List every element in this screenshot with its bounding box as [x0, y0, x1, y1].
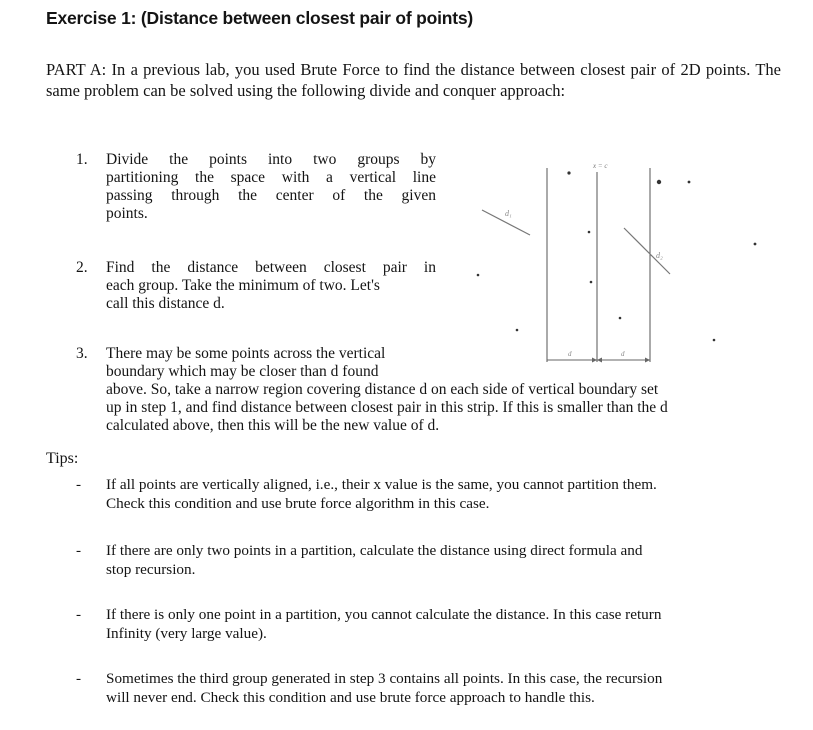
step-number: 2.: [76, 259, 88, 276]
step-number: 3.: [76, 345, 88, 362]
tip-line: stop recursion.: [106, 561, 196, 578]
step-line: There may be some points across the vertical: [106, 345, 386, 362]
point: [516, 329, 519, 332]
tips-label: Tips:: [46, 450, 79, 467]
closest-pair-diagram: [452, 150, 782, 370]
tip-line: Infinity (very large value).: [106, 625, 267, 642]
tip-line: If there is only one point in a partition, you cannot calculate the distance. In this case return: [106, 606, 662, 623]
tip-line: will never end. Check this condition and use brute force approach to handle this.: [106, 689, 595, 706]
arrow-head: [645, 358, 650, 363]
step-line: Divide the points into two groups by: [106, 151, 436, 168]
tip-dash: -: [76, 542, 82, 559]
point: [619, 317, 622, 320]
tip-dash: -: [76, 476, 82, 493]
right-strip-label: d: [621, 350, 625, 358]
left-strip-label: d: [568, 350, 572, 358]
tip-text: [106, 541, 786, 579]
tip-text: [106, 605, 786, 643]
step-line: above. So, take a narrow region covering distance d on each side of vertical boundary set: [106, 381, 659, 398]
tip-dash: -: [76, 670, 82, 687]
step-line: each group. Take the minimum of two. Let's: [106, 277, 380, 294]
point: [657, 180, 661, 184]
tip-text: [106, 475, 786, 513]
step-line: calculated above, then this will be the new value of d.: [106, 417, 440, 434]
tip-dash: -: [76, 606, 82, 623]
tip-line: If all points are vertically aligned, i.e., their x value is the same, you cannot partition them.: [106, 476, 657, 493]
step-line: boundary which may be closer than d found: [106, 363, 379, 380]
point: [754, 243, 757, 246]
dividing-line-label: x = c: [593, 162, 608, 170]
step-line: call this distance d.: [106, 295, 225, 312]
step-line: points.: [106, 205, 148, 222]
tip-line: Check this condition and use brute force algorithm in this case.: [106, 495, 490, 512]
exercise-title: Exercise 1: (Distance between closest pair of points): [46, 8, 474, 28]
point: [590, 281, 593, 284]
arrow-head: [592, 358, 597, 363]
step-line: up in step 1, and find distance between closest pair in this strip. If this is smaller than the d: [106, 399, 668, 416]
point: [588, 231, 591, 234]
step-line: Find the distance between closest pair in: [106, 259, 436, 276]
tip-line: Sometimes the third group generated in step 3 contains all points. In this case, the recursion: [106, 670, 663, 687]
tip-text: [106, 669, 786, 707]
step-line: partitioning the space with a vertical line: [106, 169, 436, 186]
point: [688, 181, 691, 184]
d1-label: d₁: [505, 209, 512, 218]
step-text: [106, 259, 436, 313]
point: [567, 171, 570, 174]
step-text: [106, 151, 436, 223]
intro-paragraph: PART A: In a previous lab, you used Brute Force to find the distance between closest pair of 2D points. The same problem can be solved using the following divide and conquer approach:: [46, 60, 781, 100]
d2-segment: [624, 228, 670, 274]
point: [477, 274, 480, 277]
step-line: passing through the center of the given: [106, 187, 436, 204]
d2-label: d₂: [656, 251, 663, 260]
point-set: [477, 171, 757, 341]
point: [713, 339, 716, 342]
tip-line: If there are only two points in a partition, calculate the distance using direct formula and: [106, 542, 643, 559]
step-number: 1.: [76, 151, 88, 168]
arrow-head: [597, 358, 602, 363]
